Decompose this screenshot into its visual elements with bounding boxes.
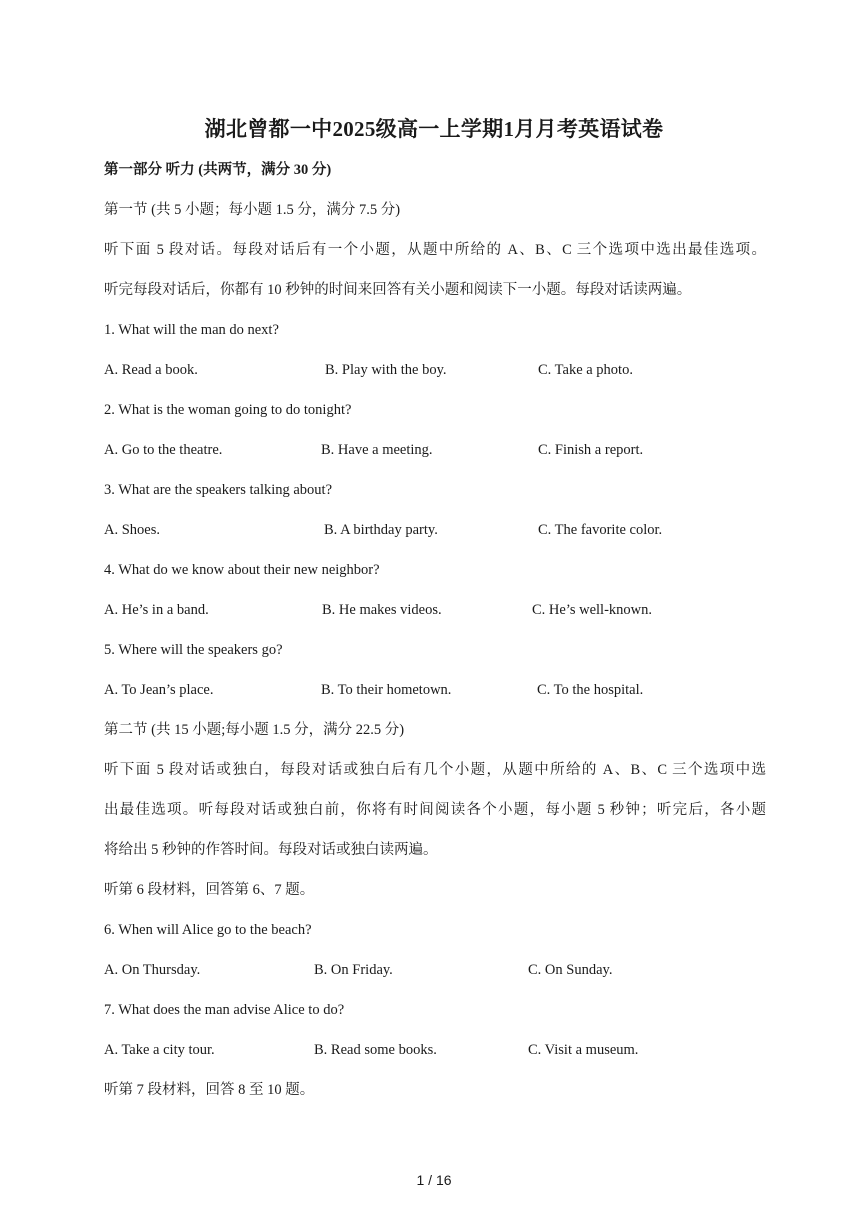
q4-option-b: B. He makes videos.: [322, 602, 442, 618]
q5-option-b: B. To their hometown.: [321, 682, 452, 698]
q7-option-a: A. Take a city tour.: [104, 1042, 215, 1058]
q2-option-a: A. Go to the theatre.: [104, 442, 223, 458]
question-4: 4. What do we know about their new neighbor?: [104, 562, 380, 578]
q6-option-b: B. On Friday.: [314, 962, 393, 978]
section2-instruction-2: 出最佳选项。听每段对话或独白前，你将有时间阅读各个小题，每小题 5 秒钟；听完后，各小题: [104, 802, 766, 818]
q2-option-b: B. Have a meeting.: [321, 442, 433, 458]
section2-instruction-1: 听下面 5 段对话或独白，每段对话或独白后有几个小题，从题中所给的 A、B、C 三个选项中选: [104, 762, 766, 778]
q6-option-a: A. On Thursday.: [104, 962, 201, 978]
q3-option-c: C. The favorite color.: [538, 522, 663, 538]
question-2: 2. What is the woman going to do tonight?: [104, 402, 352, 418]
q6-option-c: C. On Sunday.: [528, 962, 613, 978]
section1-heading: 第一节 (共 5 小题；每小题 1.5 分，满分 7.5 分): [104, 202, 401, 218]
q4-option-c: C. He’s well-known.: [532, 602, 653, 618]
q7-option-b: B. Read some books.: [314, 1042, 437, 1058]
question-1: 1. What will the man do next?: [104, 322, 279, 338]
section1-instruction-1: 听下面 5 段对话。每段对话后有一个小题，从题中所给的 A、B、C 三个选项中选出最佳选项。: [104, 242, 766, 258]
question-5: 5. Where will the speakers go?: [104, 642, 283, 658]
section1-instruction-2: 听完每段对话后，你都有 10 秒钟的时间来回答有关小题和阅读下一小题。每段对话读两遍。: [104, 282, 692, 298]
q5-option-a: A. To Jean’s place.: [104, 682, 214, 698]
page-number: 1 / 16: [416, 1172, 452, 1188]
q2-option-c: C. Finish a report.: [538, 442, 644, 458]
page-title: 湖北曾都一中2025级高一上学期1月月考英语试卷: [204, 117, 664, 141]
question-6: 6. When will Alice go to the beach?: [104, 922, 312, 938]
question-3: 3. What are the speakers talking about?: [104, 482, 333, 498]
q3-option-b: B. A birthday party.: [324, 522, 438, 538]
q1-option-a: A. Read a book.: [104, 362, 198, 378]
q7-option-c: C. Visit a museum.: [528, 1042, 639, 1058]
q4-option-a: A. He’s in a band.: [104, 602, 209, 618]
material-7-heading: 听第 7 段材料，回答 8 至 10 题。: [104, 1082, 315, 1098]
q5-option-c: C. To the hospital.: [537, 682, 644, 698]
material-6-heading: 听第 6 段材料，回答第 6、7 题。: [104, 882, 315, 898]
question-7: 7. What does the man advise Alice to do?: [104, 1002, 345, 1018]
part1-heading: 第一部分 听力 (共两节，满分 30 分): [104, 162, 332, 178]
section2-heading: 第二节 (共 15 小题;每小题 1.5 分，满分 22.5 分): [104, 722, 405, 738]
q1-option-b: B. Play with the boy.: [325, 362, 447, 378]
section2-instruction-3: 将给出 5 秒钟的作答时间。每段对话或独白读两遍。: [104, 842, 438, 858]
q3-option-a: A. Shoes.: [104, 522, 160, 538]
q1-option-c: C. Take a photo.: [538, 362, 633, 378]
